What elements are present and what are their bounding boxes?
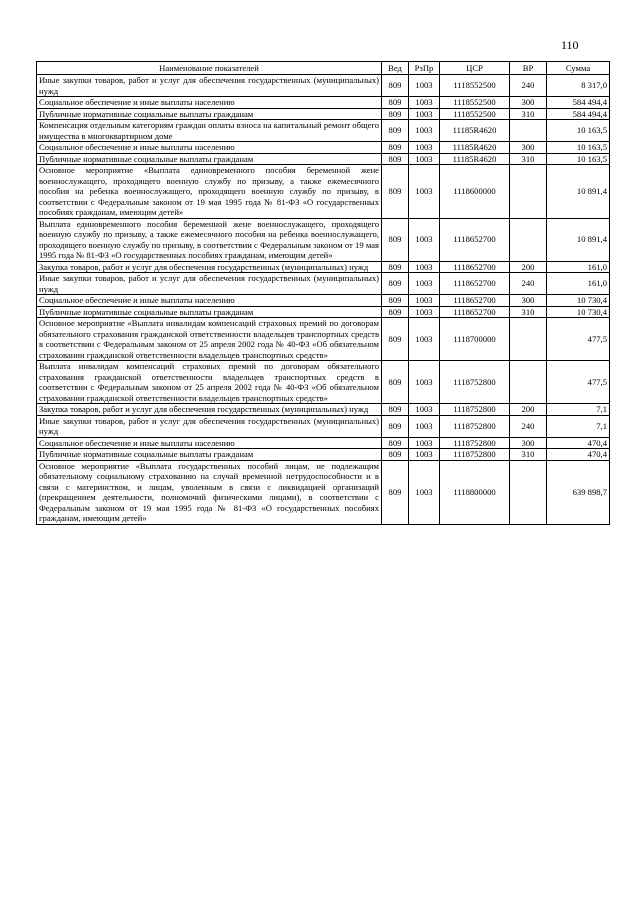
cell-csr: 1118800000 <box>440 460 510 524</box>
cell-sum: 161,0 <box>547 261 610 273</box>
cell-sum: 10 891,4 <box>547 165 610 219</box>
cell-sum: 10 163,5 <box>547 142 610 154</box>
cell-csr: 1118600000 <box>440 165 510 219</box>
cell-vr: 300 <box>510 142 547 154</box>
cell-name: Основное мероприятие «Выплата единовременного пособия беременной жене военнослужащего, проходящего военную службу по призыву, а также ежемесячного пособия на ребенка военнослужащего, проходящего военную службу по призыву, в соответствии с Федеральным законом от 19 мая 1995 года № 81-ФЗ «О государственных пособиях гражданам, имеющим детей» <box>37 165 382 219</box>
cell-csr: 1118552500 <box>440 75 510 97</box>
header-ved: Вед <box>382 62 409 75</box>
cell-name: Социальное обеспечение и иные выплаты населению <box>37 437 382 449</box>
table-body <box>37 75 610 525</box>
cell-vr <box>510 318 547 361</box>
cell-vr <box>510 218 547 261</box>
table-row <box>37 120 610 142</box>
cell-ved: 809 <box>382 108 409 120</box>
cell-ved: 809 <box>382 261 409 273</box>
cell-ved: 809 <box>382 142 409 154</box>
table-row <box>37 273 610 295</box>
cell-csr: 1118652700 <box>440 295 510 307</box>
cell-csr: 1118700000 <box>440 318 510 361</box>
table-row <box>37 261 610 273</box>
cell-ved: 809 <box>382 437 409 449</box>
cell-ved: 809 <box>382 404 409 416</box>
table-row <box>37 218 610 261</box>
cell-csr: 1118652700 <box>440 218 510 261</box>
cell-rzpr: 1003 <box>409 165 440 219</box>
cell-csr: 1118652700 <box>440 261 510 273</box>
cell-vr <box>510 120 547 142</box>
cell-vr: 200 <box>510 261 547 273</box>
cell-rzpr: 1003 <box>409 449 440 461</box>
cell-sum: 470,4 <box>547 437 610 449</box>
cell-csr: 11185R4620 <box>440 142 510 154</box>
cell-rzpr: 1003 <box>409 75 440 97</box>
cell-vr: 240 <box>510 415 547 437</box>
cell-ved: 809 <box>382 415 409 437</box>
cell-ved: 809 <box>382 218 409 261</box>
cell-vr: 310 <box>510 449 547 461</box>
cell-vr: 310 <box>510 108 547 120</box>
cell-csr: 1118652700 <box>440 306 510 318</box>
cell-rzpr: 1003 <box>409 460 440 524</box>
cell-sum: 10 730,4 <box>547 295 610 307</box>
cell-csr: 1118752800 <box>440 449 510 461</box>
cell-vr <box>510 165 547 219</box>
cell-name: Публичные нормативные социальные выплаты гражданам <box>37 306 382 318</box>
table-row <box>37 404 610 416</box>
cell-vr: 240 <box>510 273 547 295</box>
cell-csr: 11185R4620 <box>440 120 510 142</box>
table-row <box>37 449 610 461</box>
cell-rzpr: 1003 <box>409 218 440 261</box>
cell-sum: 10 730,4 <box>547 306 610 318</box>
cell-ved: 809 <box>382 153 409 165</box>
cell-name: Публичные нормативные социальные выплаты гражданам <box>37 153 382 165</box>
cell-name: Иные закупки товаров, работ и услуг для обеспечения государственных (муниципальных) нужд <box>37 75 382 97</box>
header-csr: ЦСР <box>440 62 510 75</box>
cell-name: Иные закупки товаров, работ и услуг для обеспечения государственных (муниципальных) нужд <box>37 415 382 437</box>
cell-csr: 1118552500 <box>440 108 510 120</box>
budget-table <box>36 61 610 525</box>
header-rzpr: РзПр <box>409 62 440 75</box>
cell-csr: 1118652700 <box>440 273 510 295</box>
cell-ved: 809 <box>382 97 409 109</box>
cell-name: Иные закупки товаров, работ и услуг для обеспечения государственных (муниципальных) нужд <box>37 273 382 295</box>
cell-csr: 1118752800 <box>440 404 510 416</box>
cell-vr: 300 <box>510 97 547 109</box>
cell-sum: 584 494,4 <box>547 97 610 109</box>
table-row <box>37 318 610 361</box>
cell-name: Закупка товаров, работ и услуг для обеспечения государственных (муниципальных) нужд <box>37 261 382 273</box>
cell-sum: 639 898,7 <box>547 460 610 524</box>
cell-sum: 8 317,0 <box>547 75 610 97</box>
cell-rzpr: 1003 <box>409 437 440 449</box>
cell-sum: 10 891,4 <box>547 218 610 261</box>
cell-vr: 300 <box>510 437 547 449</box>
cell-vr: 310 <box>510 306 547 318</box>
table-row <box>37 142 610 154</box>
cell-rzpr: 1003 <box>409 306 440 318</box>
cell-sum: 7,1 <box>547 415 610 437</box>
cell-rzpr: 1003 <box>409 120 440 142</box>
cell-vr: 300 <box>510 295 547 307</box>
page-number: 110 <box>561 38 579 52</box>
header-sum: Сумма <box>547 62 610 75</box>
cell-sum: 7,1 <box>547 404 610 416</box>
header-vr: ВР <box>510 62 547 75</box>
cell-rzpr: 1003 <box>409 295 440 307</box>
cell-sum: 470,4 <box>547 449 610 461</box>
cell-vr: 200 <box>510 404 547 416</box>
cell-name: Публичные нормативные социальные выплаты гражданам <box>37 449 382 461</box>
cell-rzpr: 1003 <box>409 415 440 437</box>
cell-rzpr: 1003 <box>409 261 440 273</box>
header-name: Наименование показателей <box>37 62 382 75</box>
table-row <box>37 108 610 120</box>
cell-rzpr: 1003 <box>409 97 440 109</box>
cell-rzpr: 1003 <box>409 108 440 120</box>
cell-ved: 809 <box>382 361 409 404</box>
table-row <box>37 306 610 318</box>
table-header-row <box>37 62 610 75</box>
table-row <box>37 153 610 165</box>
cell-name: Публичные нормативные социальные выплаты гражданам <box>37 108 382 120</box>
table-row <box>37 97 610 109</box>
table-row <box>37 295 610 307</box>
cell-sum: 584 494,4 <box>547 108 610 120</box>
cell-name: Выплата инвалидам компенсаций страховых премий по договорам обязательного страхования гражданской ответственности владельцев транспортных средств в соответствии с Федеральным законом от 25 апреля 2002 года № 40-ФЗ «Об обязательном страховании гражданской ответственности владельцев транспортных средств» <box>37 361 382 404</box>
table-row <box>37 437 610 449</box>
cell-ved: 809 <box>382 449 409 461</box>
cell-csr: 1118752800 <box>440 415 510 437</box>
cell-sum: 161,0 <box>547 273 610 295</box>
cell-sum: 10 163,5 <box>547 120 610 142</box>
table-row <box>37 415 610 437</box>
cell-ved: 809 <box>382 318 409 361</box>
cell-name: Закупка товаров, работ и услуг для обеспечения государственных (муниципальных) нужд <box>37 404 382 416</box>
table-row <box>37 361 610 404</box>
cell-rzpr: 1003 <box>409 404 440 416</box>
cell-vr: 310 <box>510 153 547 165</box>
cell-ved: 809 <box>382 273 409 295</box>
cell-ved: 809 <box>382 460 409 524</box>
cell-name: Социальное обеспечение и иные выплаты населению <box>37 142 382 154</box>
cell-name: Основное мероприятие «Выплата инвалидам компенсаций страховых премий по договорам обязательного страхования гражданской ответственности владельцев транспортных средств в соответствии с Федеральным законом от 25 апреля 2002 года № 40-ФЗ «Об обязательном страховании гражданской ответственности владельцев транспортных средств» <box>37 318 382 361</box>
cell-sum: 477,5 <box>547 318 610 361</box>
cell-name: Компенсация отдельным категориям граждан оплаты взноса на капитальный ремонт общего имущества в многоквартирном доме <box>37 120 382 142</box>
cell-name: Основное мероприятие «Выплата государственных пособий лицам, не подлежащим обязательному социальному страхованию на случай временной нетрудоспособности и в связи с материнством, и лицам, уволенным в связи с ликвидацией организаций (прекращением деятельности, полномочий физическими лицами), в соответствии с Федеральным законом от 19 мая 1995 года № 81-ФЗ «О государственных пособиях гражданам, имеющим детей» <box>37 460 382 524</box>
cell-ved: 809 <box>382 295 409 307</box>
table-row <box>37 75 610 97</box>
cell-name: Социальное обеспечение и иные выплаты населению <box>37 97 382 109</box>
cell-name: Социальное обеспечение и иные выплаты населению <box>37 295 382 307</box>
cell-rzpr: 1003 <box>409 142 440 154</box>
cell-ved: 809 <box>382 306 409 318</box>
cell-rzpr: 1003 <box>409 318 440 361</box>
cell-ved: 809 <box>382 75 409 97</box>
cell-name: Выплата единовременного пособия беременной жене военнослужащего, проходящего военную службу по призыву, а также ежемесячного пособия на ребенка военнослужащего, проходящего военную службу по призыву, в соответствии с Федеральным законом от 19 мая 1995 года № 81-ФЗ «О государственных пособиях гражданам, имеющим детей» <box>37 218 382 261</box>
table-row <box>37 460 610 524</box>
cell-rzpr: 1003 <box>409 153 440 165</box>
cell-csr: 1118752800 <box>440 361 510 404</box>
cell-vr <box>510 460 547 524</box>
cell-sum: 10 163,5 <box>547 153 610 165</box>
cell-rzpr: 1003 <box>409 361 440 404</box>
cell-vr: 240 <box>510 75 547 97</box>
cell-ved: 809 <box>382 165 409 219</box>
cell-vr <box>510 361 547 404</box>
cell-csr: 1118752800 <box>440 437 510 449</box>
table-row <box>37 165 610 219</box>
cell-sum: 477,5 <box>547 361 610 404</box>
cell-csr: 1118552500 <box>440 97 510 109</box>
cell-rzpr: 1003 <box>409 273 440 295</box>
cell-ved: 809 <box>382 120 409 142</box>
cell-csr: 11185R4620 <box>440 153 510 165</box>
